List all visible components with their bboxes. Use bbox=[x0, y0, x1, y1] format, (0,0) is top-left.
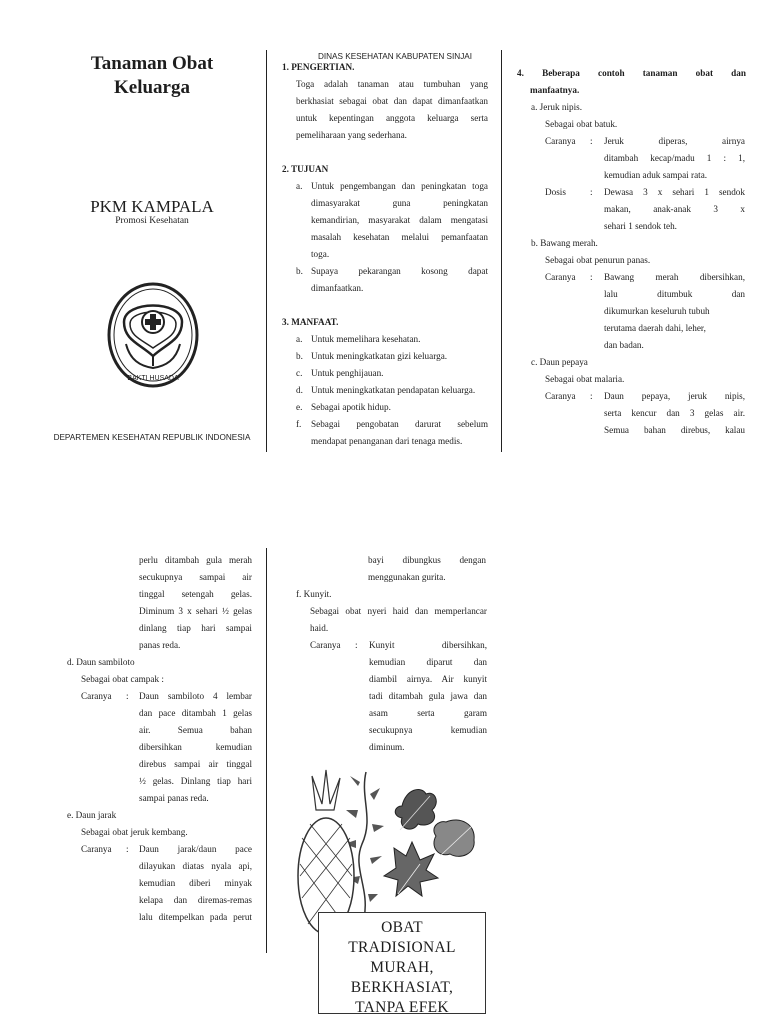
label-colon: : bbox=[590, 187, 593, 197]
plant-use: Sebagai obat jeruk kembang. bbox=[81, 827, 188, 837]
section-heading: 3. MANFAAT. bbox=[282, 317, 339, 327]
label-caranya: Caranya bbox=[81, 691, 112, 701]
label-colon: : bbox=[355, 640, 358, 650]
dosage-last-line: sehari 1 sendok teh. bbox=[604, 221, 677, 231]
plant-item: c. Daun pepaya bbox=[531, 357, 588, 367]
org-name: PKM KAMPALA bbox=[90, 197, 214, 216]
label-caranya: Caranya bbox=[545, 391, 576, 401]
label-dosis: Dosis bbox=[545, 187, 566, 197]
list-item: Untuk pengembangan dan peningkatan toga dimasyarakat guna peningkatan kemandirian, masyarakat dalam mengatasi masalah kesehatan melalui pemanfaatan bbox=[311, 181, 488, 242]
instruction-rest: dikumurkan keseluruh tubuh terutama daerah dahi, leher, dan badan. bbox=[604, 306, 710, 350]
label-colon: : bbox=[126, 844, 129, 854]
list-item: Sebagai apotik hidup. bbox=[311, 402, 391, 412]
label-colon: : bbox=[590, 272, 593, 282]
list-marker: a. bbox=[296, 181, 303, 191]
list-item: Untuk penghijauan. bbox=[311, 368, 384, 378]
paragraph: Toga adalah tanaman atau tumbuhan yang berkhasiat sebagai obat dan dapat dimanfaatkan untuk kepentingan anggota keluarga serta bbox=[296, 79, 488, 123]
list-item: Untuk meningkatkatan gizi keluarga. bbox=[311, 351, 448, 361]
plant-use: Sebagai obat campak : bbox=[81, 674, 164, 684]
plant-use: Sebagai obat malaria. bbox=[545, 374, 625, 384]
instruction-last-line: kemudian aduk sampai rata. bbox=[604, 170, 708, 180]
plant-use: Sebagai obat batuk. bbox=[545, 119, 618, 129]
label-caranya: Caranya bbox=[545, 272, 576, 282]
list-item: Supaya pekarangan kosong dapat bbox=[311, 266, 488, 276]
instruction-last-line: sampai panas reda. bbox=[139, 793, 209, 803]
plant-item: a. Jeruk nipis. bbox=[531, 102, 583, 112]
instruction-last-line: panas reda. bbox=[139, 640, 181, 650]
instruction: Jeruk diperas, airnya ditambah kecap/madu 1 : 1, bbox=[604, 136, 745, 163]
department-name: DEPARTEMEN KESEHATAN REPUBLIK INDONESIA bbox=[53, 433, 251, 442]
cover-title: Tanaman Obat Keluarga bbox=[90, 53, 214, 98]
logo-text: BAKTI HUSADA bbox=[127, 375, 179, 382]
plant-item: d. Daun sambiloto bbox=[67, 657, 135, 667]
list-items bbox=[311, 331, 475, 416]
instruction-last-line: menggunakan gurita. bbox=[368, 572, 446, 582]
instruction: Bawang merah dibersihkan, lalu ditumbuk dan bbox=[604, 272, 745, 299]
list-markers: a. b. c. d. e. f. bbox=[296, 334, 303, 429]
list-item-last-line: dimanfaatkan. bbox=[311, 283, 364, 293]
column-divider bbox=[501, 50, 502, 452]
label-colon: : bbox=[126, 691, 129, 701]
list-item: Untuk meningkatkatan pendapatan keluarga. bbox=[311, 385, 476, 395]
list-item-last-line: toga. bbox=[311, 249, 330, 259]
dosage: Dewasa 3 x sehari 1 sendok makan, anak-anak 3 x bbox=[604, 187, 745, 214]
instruction: Kunyit dibersihkan, kemudian diparut dan diambil airnya. Air kunyit tadi ditambah gula jawa dan asam serta garam secukupnya kemudian bbox=[369, 640, 487, 735]
instruction: Daun sambiloto 4 lembar dan pace ditambah 1 gelas air. Semua bahan dibersihkan kemudian direbus sampai air tinggal ½ gelas. Dinlang tiap hari bbox=[139, 691, 252, 786]
label-colon: : bbox=[590, 391, 593, 401]
section-heading: 2. TUJUAN bbox=[282, 164, 329, 174]
label-colon: : bbox=[590, 136, 593, 146]
plant-use: Sebagai obat penurun panas. bbox=[545, 255, 651, 265]
cover-subtitle: Promosi Kesehatan bbox=[115, 216, 189, 226]
slogan-box bbox=[318, 912, 486, 1014]
instruction: Daun pepaya, jeruk nipis, serta kencur dan 3 gelas air. Semua bahan direbus, kalau bbox=[604, 391, 745, 435]
instruction-last-line: diminum. bbox=[369, 742, 405, 752]
column-divider bbox=[266, 50, 267, 452]
section-heading: 4. Beberapa contoh tanaman obat dan bbox=[517, 68, 746, 78]
label-caranya: Caranya bbox=[81, 844, 112, 854]
slogan-text: OBAT TRADISIONAL MURAH, BERKHASIAT, TANPA EFEK bbox=[348, 919, 456, 1016]
plant-item: e. Daun jarak bbox=[67, 810, 117, 820]
column-divider bbox=[266, 548, 267, 953]
list-item: Sebagai pengobatan darurat sebelum bbox=[311, 419, 488, 429]
plant-use-last-line: haid. bbox=[310, 623, 329, 633]
instruction-cont: perlu ditambah gula merah secukupnya sampai air tinggal setengah gelas. Diminum 3 x sehari ½ gelas dinlang tiap hari sampai bbox=[139, 555, 252, 633]
bakti-husada-logo bbox=[106, 282, 200, 388]
plant-use: Sebagai obat nyeri haid dan memperlancar bbox=[310, 606, 487, 616]
section-heading-cont: manfaatnya. bbox=[530, 85, 580, 95]
instruction-cont: bayi dibungkus dengan bbox=[368, 555, 486, 565]
paragraph-last-line: pemeliharaan yang sederhana. bbox=[296, 130, 407, 140]
list-item-last-line: mendapat penanganan dari tenaga medis. bbox=[311, 436, 463, 446]
label-caranya: Caranya bbox=[310, 640, 341, 650]
instruction: Daun jarak/daun pace dilayukan diatas nyala api, kemudian diberi minyak kelapa dan diremas-remas lalu ditempelkan pada perut bbox=[139, 844, 252, 922]
list-marker: b. bbox=[296, 266, 303, 276]
section-heading: 1. PENGERTIAN. bbox=[282, 62, 355, 72]
col-header: DINAS KESEHATAN KABUPATEN SINJAI bbox=[317, 52, 473, 61]
list-item: Untuk memelihara kesehatan. bbox=[311, 334, 421, 344]
label-caranya: Caranya bbox=[545, 136, 576, 146]
plant-item: b. Bawang merah. bbox=[531, 238, 598, 248]
plant-item: f. Kunyit. bbox=[296, 589, 332, 599]
